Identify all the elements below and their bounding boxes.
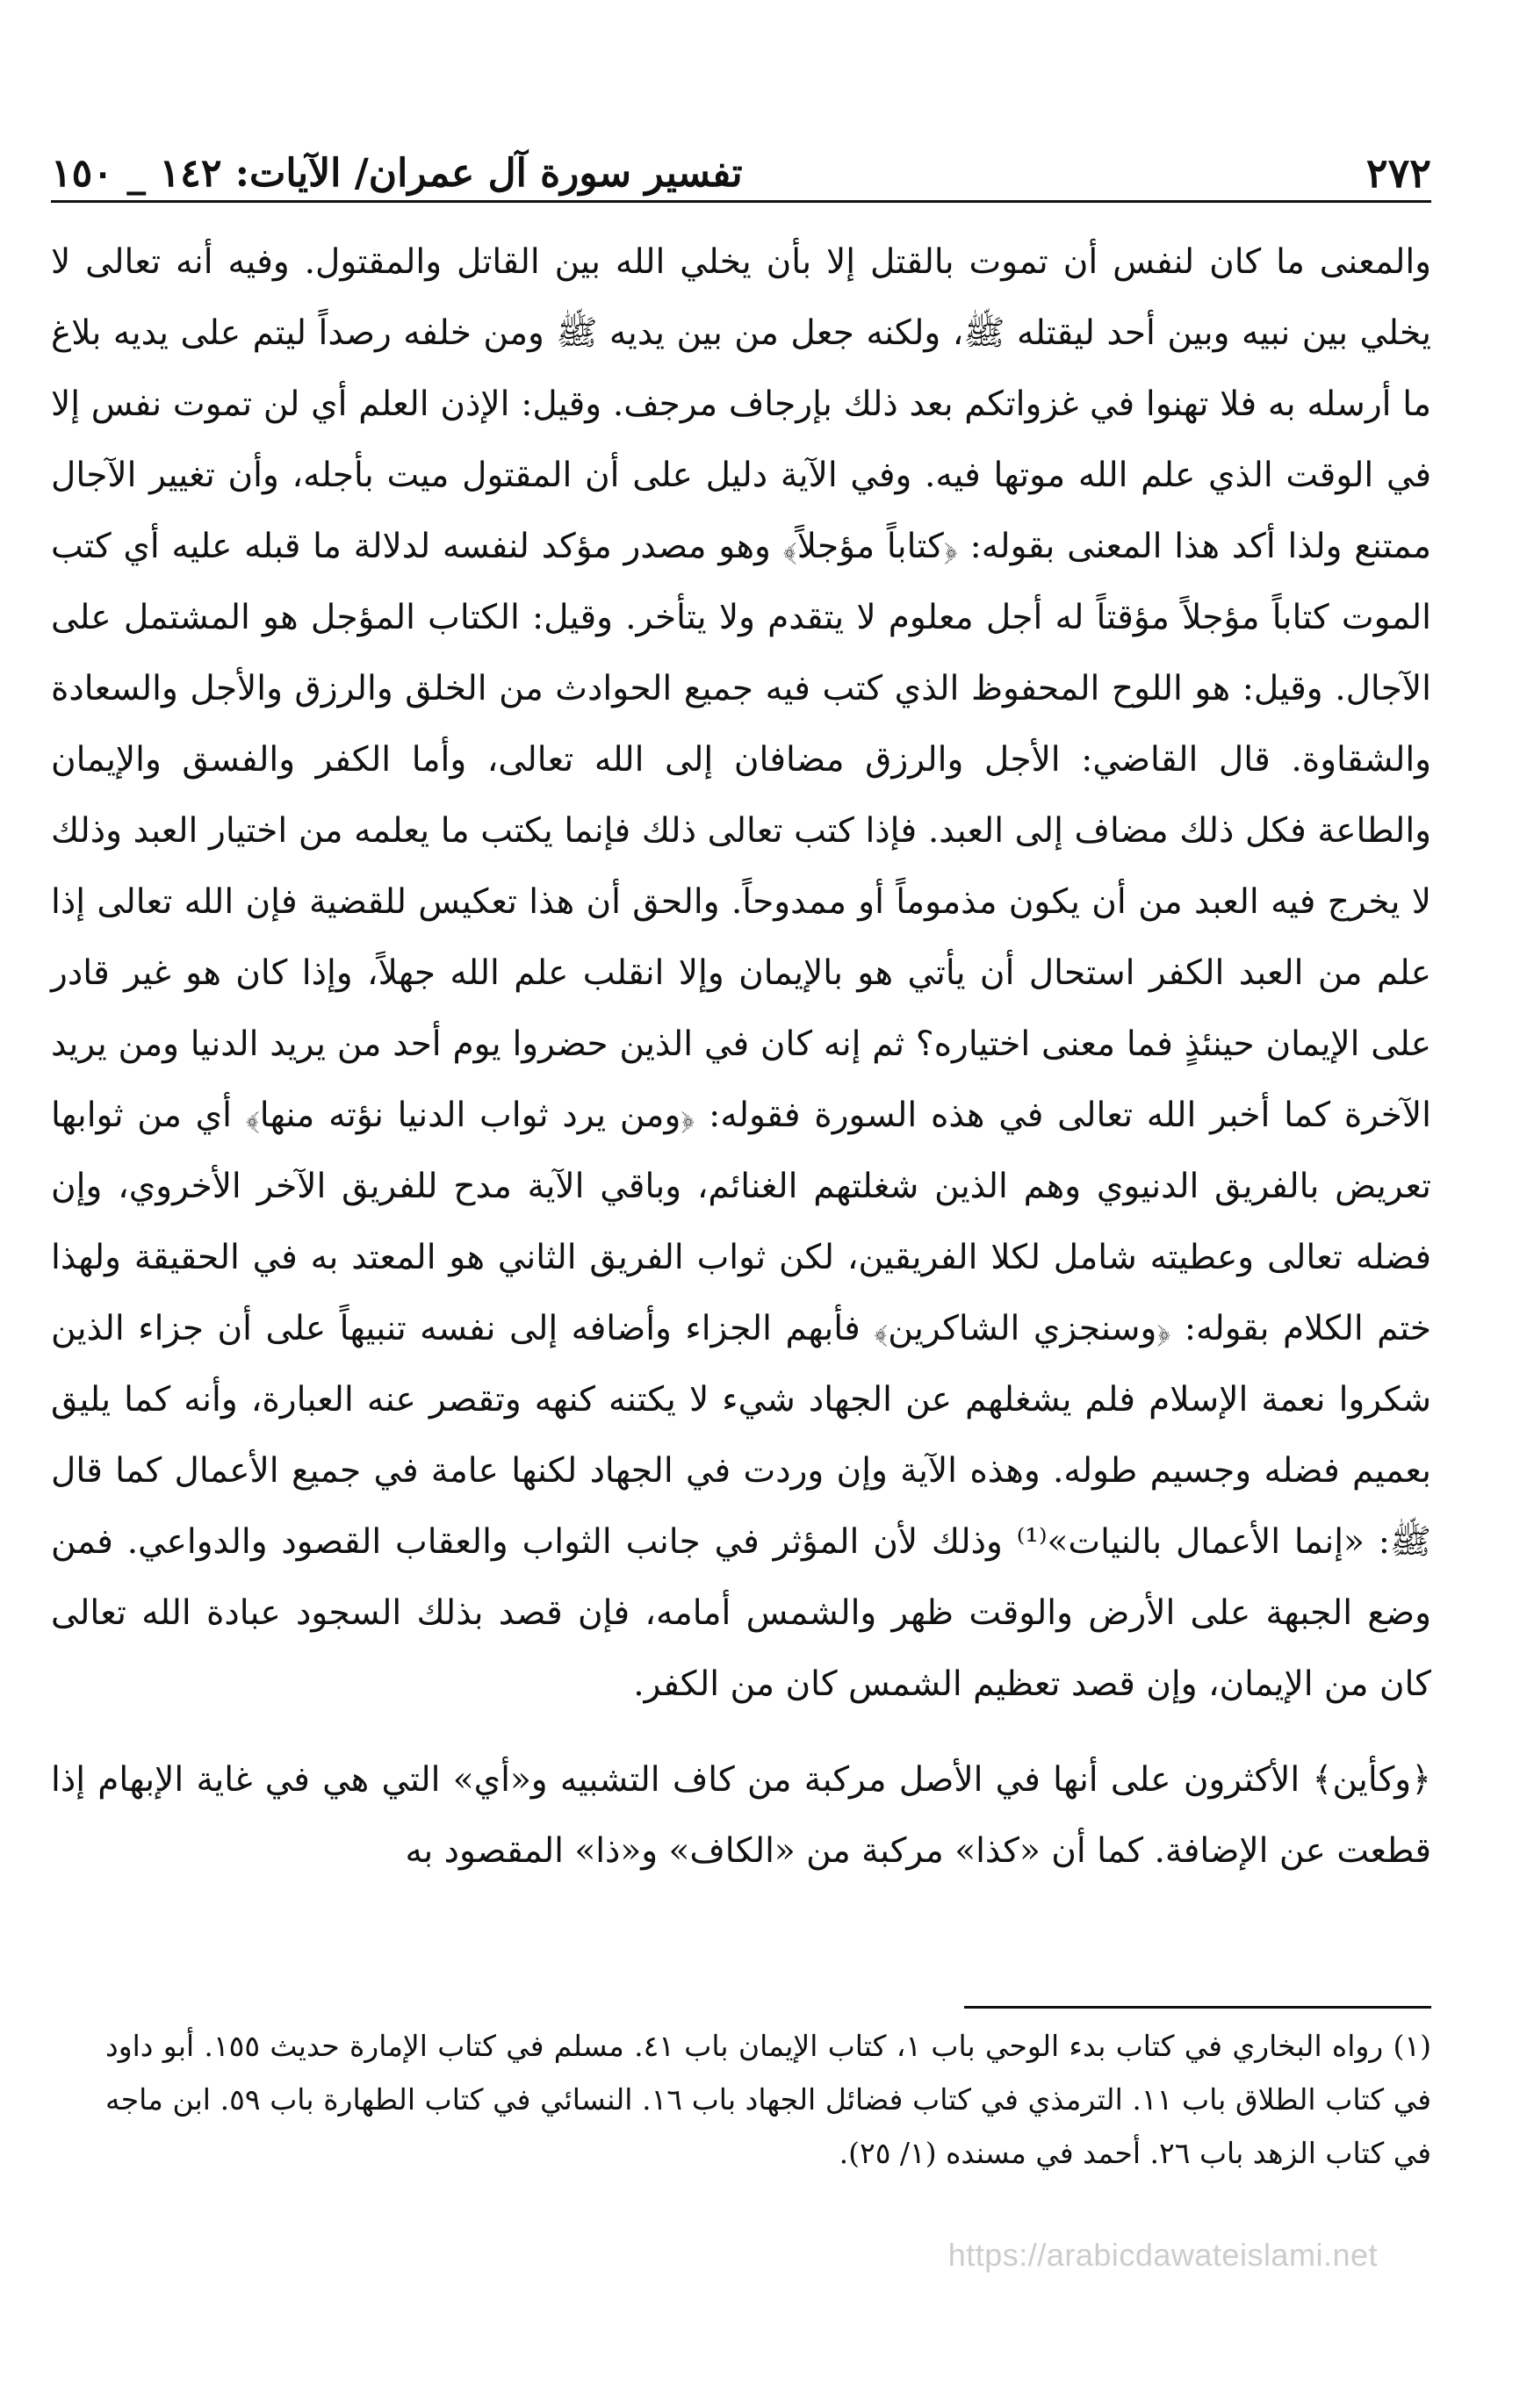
- watermark-url: https://arabicdawateislami.net: [947, 2237, 1378, 2273]
- page-number: ٢٧٢: [1365, 149, 1431, 197]
- header-rule: [51, 200, 1431, 203]
- footnote: (١) رواه البخاري في كتاب بدء الوحي باب ١، كتاب الإيمان باب ٤١. مسلم في كتاب الإمارة حديث ١٥٥. أبو داود في كتاب الطلاق باب ١١. الترمذي في كتاب فضائل الجهاد باب ١٦. النسائي في كتاب الطهارة باب ٥٩. ابن ماجه في كتاب الزهد باب ٢٦. أحمد في مسنده (١/ ٢٥).: [105, 2029, 1431, 2170]
- running-title: تفسير سورة آل عمران/ الآيات: ١٤٢ _ ١٥٠: [51, 151, 743, 196]
- footnote-rule: [964, 2006, 1431, 2009]
- body-text: [51, 226, 1431, 1887]
- page-header: [51, 132, 1431, 197]
- paragraph: ﴿وكأين﴾ الأكثرون على أنها في الأصل مركبة من كاف التشبيه و«أي» التي هي في غاية الإبهام إذا قطعت عن الإضافة. كما أن «كذا» مركبة من «الكاف» و«ذا» المقصود به: [51, 1760, 1431, 1871]
- paragraph: والمعنى ما كان لنفس أن تموت بالقتل إلا بأن يخلي الله بين القاتل والمقتول. وفيه أنه تعالى لا يخلي بين نبيه وبين أحد ليقتله ﷺ، ولكنه جعل من بين يديه ﷺ ومن خلفه رصداً ليتم على يديه بلاغ ما أرسله به فلا تهنوا في غزواتكم بعد ذلك بإرجاف مرجف. وقيل: الإذن العلم أي لن تموت نفس إلا في الوقت الذي علم الله موتها فيه. وفي الآية دليل على أن المقتول ميت بأجله، وأن تغيير الآجال ممتنع ولذا أكد هذا المعنى بقوله: ﴿كتاباً مؤجلاً﴾ وهو مصدر مؤكد لنفسه لدلالة ما قبله عليه أي كتب الموت كتاباً مؤجلاً مؤقتاً له أجل معلوم لا يتقدم ولا يتأخر. وقيل: الكتاب المؤجل هو المشتمل على الآجال. وقيل: هو اللوح المحفوظ الذي كتب فيه جميع الحوادث من الخلق والرزق والأجل والسعادة والشقاوة. قال القاضي: الأجل والرزق مضافان إلى الله تعالى، وأما الكفر والفسق والإيمان والطاعة فكل ذلك مضاف إلى العبد. فإذا كتب تعالى ذلك فإنما يكتب ما يعلمه من اختيار العبد وذلك لا يخرج فيه العبد من أن يكون مذموماً أو ممدوحاً. والحق أن هذا تعكيس للقضية فإن الله تعالى إذا علم من العبد الكفر استحال أن يأتي هو بالإيمان وإلا انقلب علم الله جهلاً، وإذا كان هو غير قادر على الإيمان حينئذٍ فما معنى اختياره؟ ثم إنه كان في الذين حضروا يوم أحد من يريد الدنيا ومن يريد الآخرة كما أخبر الله تعالى في هذه السورة فقوله: ﴿ومن يرد ثواب الدنيا نؤته منها﴾ أي من ثوابها تعريض بالفريق الدنيوي وهم الذين شغلتهم الغنائم، وباقي الآية مدح للفريق الآخر الأخروي، وإن فضله تعالى وعطيته شامل لكلا الفريقين، لكن ثواب الفريق الثاني هو المعتد به في الحقيقة ولهذا ختم الكلام بقوله: ﴿وسنجزي الشاكرين﴾ فأبهم الجزاء وأضافه إلى نفسه تنبيهاً على أن جزاء الذين شكروا نعمة الإسلام فلم يشغلهم عن الجهاد شيء لا يكتنه كنهه وتقصر عنه العبارة، وأنه كما يليق بعميم فضله وجسيم طوله. وهذه الآية وإن وردت في الجهاد لكنها عامة في جميع الأعمال كما قال ﷺ: «إنما الأعمال بالنيات»⁽¹⁾ وذلك لأن المؤثر في جانب الثواب والعقاب القصود والدواعي. فمن وضع الجبهة على الأرض والوقت ظهر والشمس أمامه، فإن قصد بذلك السجود عبادة الله تعالى كان من الإيمان، وإن قصد تعظيم الشمس كان من الكفر.: [51, 242, 1431, 1704]
- footnotes: [105, 2019, 1431, 2180]
